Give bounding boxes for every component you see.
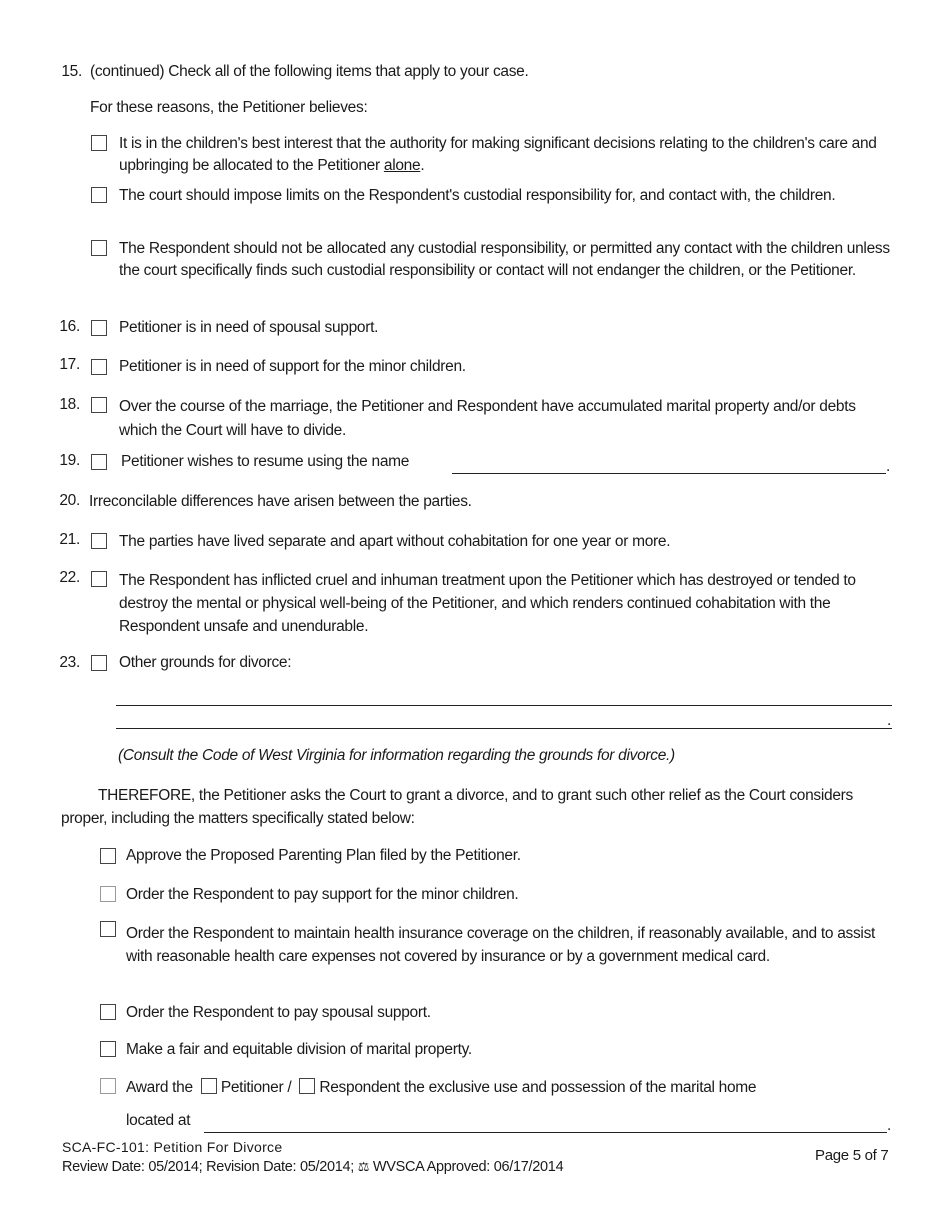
therefore-paragraph: THEREFORE, the Petitioner asks the Court to grant a divorce, and to grant such other relief as the Court considers proper, including the matters specifically stated below: [61, 787, 853, 827]
option-no-custodial: The Respondent should not be allocated any custodial responsibility, or permitted any contact with the children unless the court specifically finds such custodial responsibility or contact will not endanger the children, or the Petitioner. [119, 240, 890, 279]
checkbox-health-insurance[interactable] [100, 921, 116, 937]
item-15-intro: For these reasons, the Petitioner believes: [90, 99, 368, 116]
checkbox-marital-property[interactable] [91, 397, 107, 413]
footer-review: Review Date: 05/2014; Revision Date: 05/2014; ⚖ WVSCA Approved: 06/17/2014 [62, 1159, 564, 1175]
checkbox-cruel-treatment[interactable] [91, 571, 107, 587]
item-17-text: Petitioner is in need of support for the minor children. [119, 358, 466, 375]
checkbox-home-petitioner[interactable] [201, 1078, 217, 1094]
relief-marital-home: Award the Petitioner / Respondent the exclusive use and possession of the marital home [126, 1079, 757, 1096]
item-21-number: 21. [59, 531, 80, 548]
checkbox-resume-name[interactable] [91, 454, 107, 470]
located-at-end: . [887, 1117, 892, 1134]
relief-pay-spousal-support: Order the Respondent to pay spousal support. [126, 1004, 431, 1021]
resume-name-field[interactable] [452, 473, 886, 474]
item-19-end: . [886, 458, 891, 475]
checkbox-divide-property[interactable] [100, 1041, 116, 1057]
checkbox-best-interest[interactable] [91, 135, 107, 151]
option-best-interest: It is in the children's best interest that the authority for making significant decisions relating to the children's care and upbringing be allocated to the Petitioner alone. [119, 135, 877, 174]
located-at-label: located at [126, 1112, 191, 1129]
item-19-number: 19. [59, 452, 80, 469]
relief-divide-property: Make a fair and equitable division of marital property. [126, 1041, 472, 1058]
footer-form-id: SCA-FC-101: Petition For Divorce [62, 1139, 283, 1155]
checkbox-parenting-plan[interactable] [100, 848, 116, 864]
item-23-number: 23. [59, 654, 80, 671]
relief-health-insurance: Order the Respondent to maintain health insurance coverage on the children, if reasonably available, and to assist with reasonable health care expenses not covered by insurance or by a government medical card. [126, 925, 876, 965]
item-16-text: Petitioner is in need of spousal support. [119, 319, 379, 336]
item-16-number: 16. [59, 318, 80, 335]
item-22-text: The Respondent has inflicted cruel and inhuman treatment upon the Petitioner which has destroyed or tended to destroy the mental or physical well-being of the Petitioner, and which renders continued cohabitation with the Respondent unsafe and unendurable. [119, 572, 856, 635]
item-15-heading: (continued) Check all of the following items that apply to your case. [90, 63, 529, 80]
relief-parenting-plan: Approve the Proposed Parenting Plan filed by the Petitioner. [126, 847, 521, 864]
checkbox-pay-child-support[interactable] [100, 886, 116, 902]
item-20-number: 20. [59, 492, 80, 509]
checkbox-pay-spousal-support[interactable] [100, 1004, 116, 1020]
option-limit-custodial: The court should impose limits on the Respondent's custodial responsibility for, and contact with, the children. [119, 187, 836, 204]
item-21-text: The parties have lived separate and apart without cohabitation for one year or more. [119, 533, 671, 550]
item-18-text: Over the course of the marriage, the Petitioner and Respondent have accumulated marital property and/or debts which the Court will have to divide. [119, 398, 856, 439]
item-18-number: 18. [59, 396, 80, 413]
item-19-text: Petitioner wishes to resume using the name [121, 453, 410, 470]
other-grounds-field-2[interactable] [116, 728, 892, 729]
item-17-number: 17. [59, 356, 80, 373]
other-grounds-field-1[interactable] [116, 705, 892, 706]
checkbox-separate[interactable] [91, 533, 107, 549]
item-23-end: . [887, 712, 892, 729]
footer-page-number: Page 5 of 7 [815, 1147, 889, 1164]
checkbox-other-grounds[interactable] [91, 655, 107, 671]
marital-home-address-field[interactable] [204, 1132, 887, 1133]
checkbox-no-custodial[interactable] [91, 240, 107, 256]
checkbox-home-respondent[interactable] [299, 1078, 315, 1094]
item-15-number: 15. [61, 63, 82, 80]
item-20-text: Irreconcilable differences have arisen between the parties. [89, 493, 472, 510]
checkbox-limit-custodial[interactable] [91, 187, 107, 203]
scales-icon: ⚖ [357, 1159, 370, 1174]
item-22-number: 22. [59, 569, 80, 586]
checkbox-child-support-need[interactable] [91, 359, 107, 375]
relief-pay-child-support: Order the Respondent to pay support for the minor children. [126, 886, 519, 903]
checkbox-marital-home[interactable] [100, 1078, 116, 1094]
checkbox-spousal-need[interactable] [91, 320, 107, 336]
consult-note: (Consult the Code of West Virginia for information regarding the grounds for divorce.) [118, 747, 675, 764]
item-23-text: Other grounds for divorce: [119, 654, 292, 671]
